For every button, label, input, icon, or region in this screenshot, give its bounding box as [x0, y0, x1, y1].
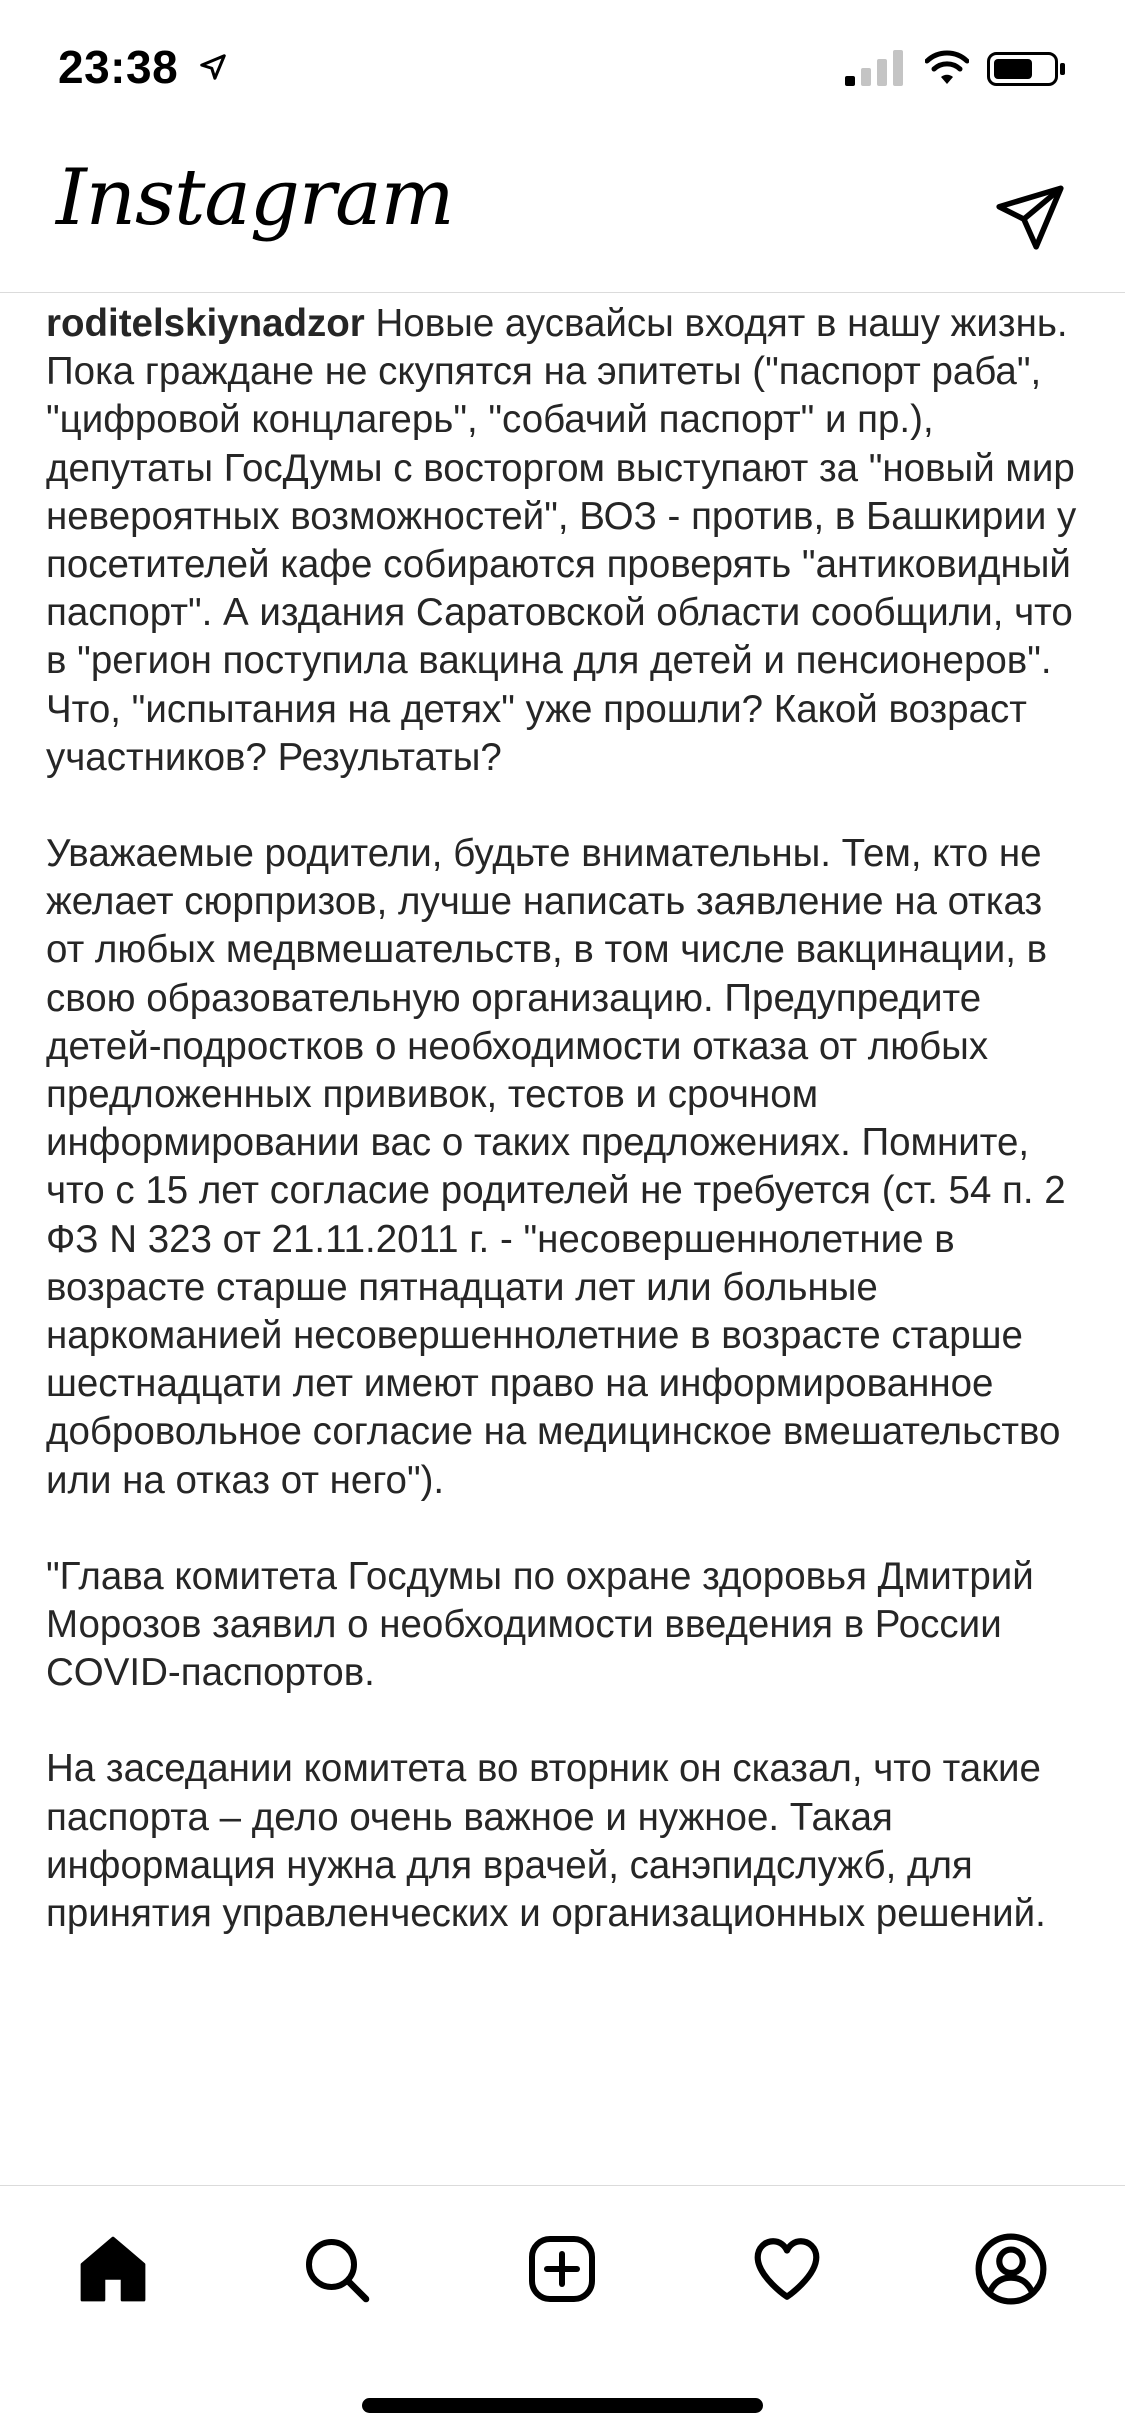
instagram-logo[interactable]: Instagram: [56, 153, 454, 243]
post-caption: [46, 300, 1086, 2180]
profile-icon: [974, 2232, 1048, 2306]
paper-plane-icon[interactable]: [993, 179, 1067, 253]
battery-icon: [987, 52, 1067, 86]
caption-paragraph: Уважаемые родители, будьте внимательны. Тем, кто не желает сюрпризов, лучше написать заявление на отказ от любых медвмешательств, в том числе вакцинации, в свою образовательную организацию. Предупредите детей-подростков о необходимости отказа от любых предложенных прививок, тестов и срочном информировании вас о таких предложениях. Помните, что с 15 лет согласие родителей не требуется (ст. 54 п. 2 ФЗ N 323 от 21.11.2011 г. - "несовершеннолетние в возрасте старше пятнадцати лет или больные наркоманией несовершеннолетние в возрасте старше шестнадцати лет имеют право на информированное добровольное согласие на медицинское вмешательство или на отказ от него").: [46, 832, 1066, 1502]
status-bar: [0, 0, 1125, 135]
tab-new-post[interactable]: [517, 2224, 607, 2314]
tab-search[interactable]: [291, 2224, 381, 2314]
wifi-icon: [925, 50, 969, 86]
caption-paragraph: "Глава комитета Госдумы по охране здоровья Дмитрий Морозов заявил о необходимости введения в России COVID-паспортов.: [46, 1554, 1034, 1695]
home-icon: [76, 2232, 150, 2306]
home-indicator[interactable]: [362, 2398, 763, 2413]
caption-paragraph: [46, 300, 1086, 782]
post-username[interactable]: roditelskiynadzor: [46, 302, 365, 345]
tab-activity[interactable]: [742, 2224, 832, 2314]
app-header: [0, 135, 1125, 293]
search-icon: [300, 2233, 372, 2305]
tab-profile[interactable]: [966, 2224, 1056, 2314]
cellular-signal-icon: [845, 50, 905, 86]
status-icons: [845, 50, 1075, 90]
new-post-icon: [526, 2233, 598, 2305]
location-arrow-icon: [198, 52, 228, 82]
caption-text: Новые аусвайсы входят в нашу жизнь. Пока граждане не скупятся на эпитеты ("паспорт раба", "цифровой концлагерь", "собачий паспорт" и пр.), депутаты ГосДумы с восторгом выступают за "новый мир невероятных возможностей", ВОЗ - против, в Башкирии у посетителей кафе собираются проверять "антиковидный паспорт". А издания Саратовской области сообщили, что в "регион поступила вакцина для детей и пенсионеров". Что, "испытания на детях" уже прошли? Какой возраст участников? Результаты?: [46, 302, 1077, 779]
status-time: 23:38: [58, 41, 179, 93]
tab-bar: [0, 2185, 1125, 2436]
activity-heart-icon: [750, 2232, 824, 2306]
caption-paragraph: На заседании комитета во вторник он сказал, что такие паспорта – дело очень важное и нужное. Такая информация нужна для врачей, санэпидслужб, для принятия управленческих и организационных решений.: [46, 1747, 1046, 1936]
tab-home[interactable]: [68, 2224, 158, 2314]
